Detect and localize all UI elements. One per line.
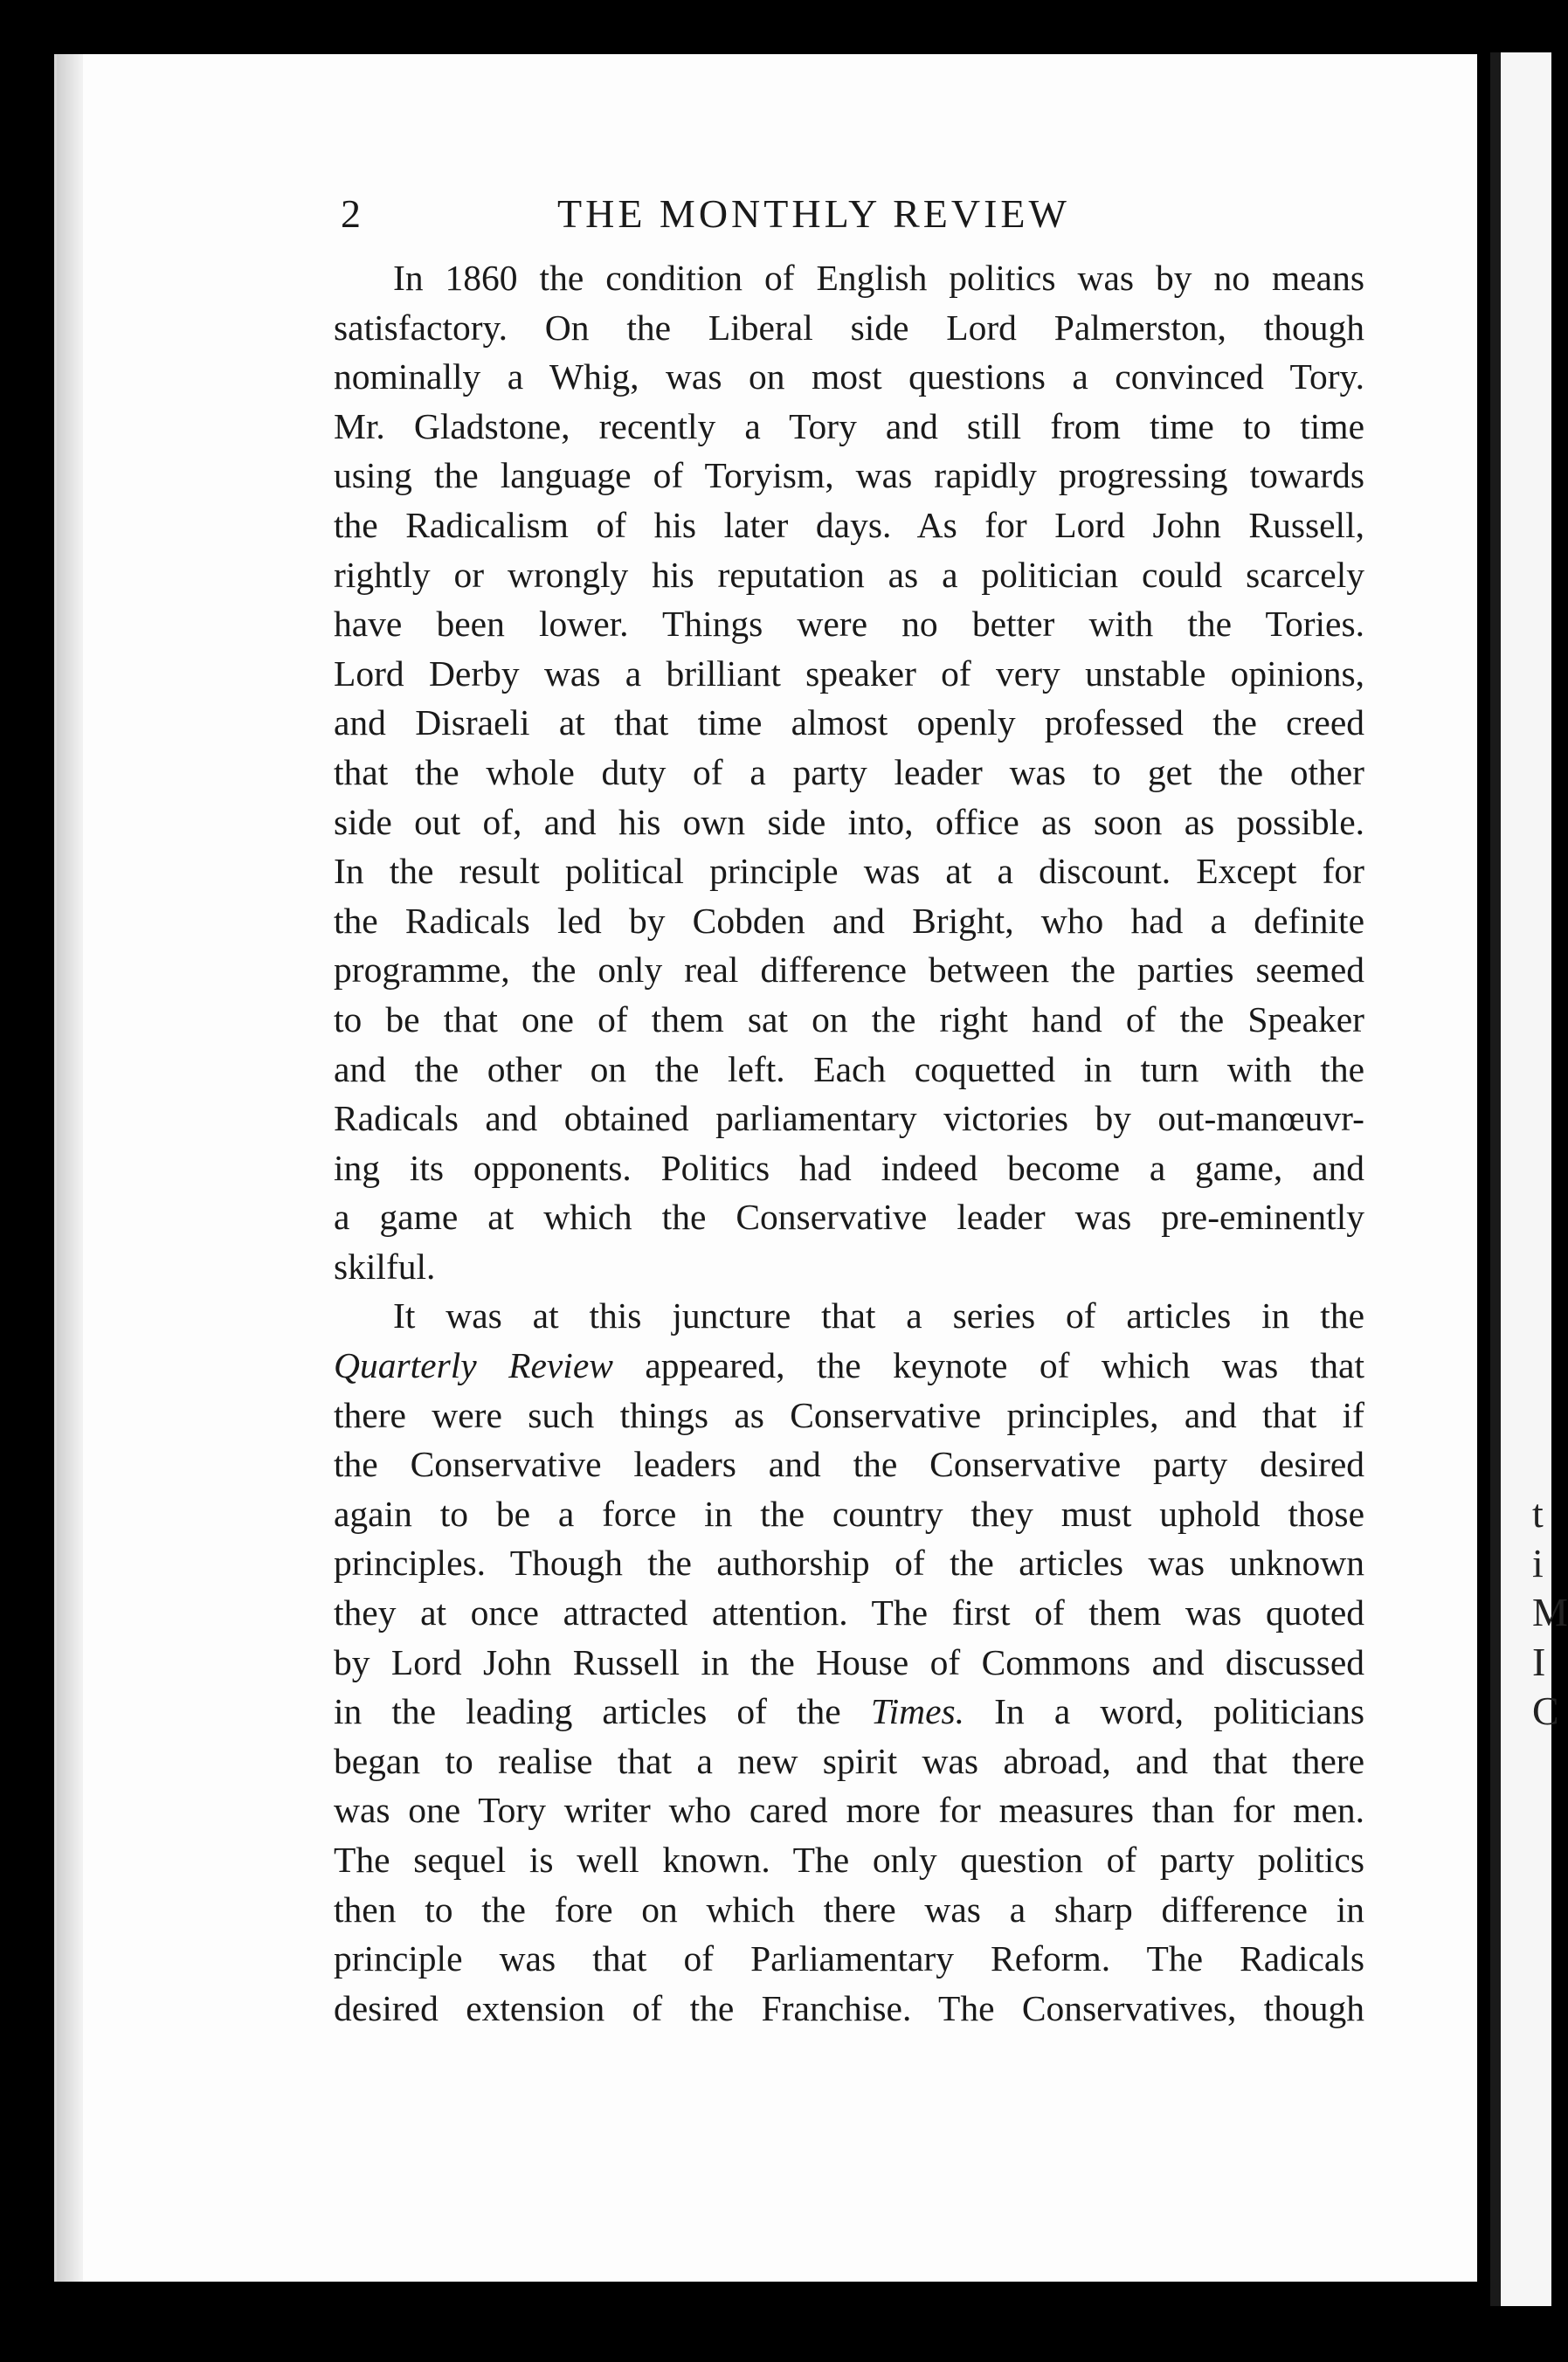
text-line: Mr. Gladstone, recently a Tory and still from time to time (334, 405, 1364, 446)
text-line: to be that one of them sat on the right hand of the Speaker (334, 998, 1364, 1039)
text-line: In the result political principle was at a discount. Except for (334, 851, 1364, 892)
text-line: It was at this juncture that a series of articles in the (393, 1295, 1364, 1336)
text-line: desired extension of the Franchise. The Conservatives, though (334, 1987, 1364, 2028)
text-line: Lord Derby was a brilliant speaker of very unstable opinions, (334, 653, 1364, 694)
text-line: a game at which the Conservative leader was pre-eminently (334, 1197, 1364, 1238)
running-header (341, 190, 1371, 243)
text-line: and the other on the left. Each coquetted in turn with the (334, 1048, 1364, 1089)
text-line: Radicals and obtained parliamentary victories by out-manœuvr- (334, 1098, 1364, 1139)
text-line: the Radicalism of his later days. As for Lord John Russell, (334, 504, 1364, 545)
text-line: In 1860 the condition of English politics was by no means (393, 258, 1364, 298)
text-line: skilful. (334, 1246, 436, 1287)
text-line: using the language of Toryism, was rapidly progressing towards (334, 455, 1364, 496)
text-span: in the leading articles of the (334, 1691, 871, 1732)
text-line: and Disraeli at that time almost openly professed the creed (334, 702, 1364, 743)
page-gutter (1490, 52, 1501, 2306)
page-binding-edge (57, 54, 83, 2282)
paragraph-1 (334, 253, 1364, 1291)
fragment-letter: I (1532, 1639, 1546, 1684)
fragment-letter: M (1532, 1590, 1568, 1634)
text-line: rightly or wrongly his reputation as a politician could scarcely (334, 554, 1364, 595)
fragment-letter: C (1532, 1689, 1559, 1733)
text-line: then to the fore on which there was a sharp difference in (334, 1889, 1364, 1930)
fragment-letter: i (1532, 1540, 1544, 1585)
text-span: appeared, the keynote of which was that (612, 1345, 1364, 1386)
text-line: that the whole duty of a party leader was to get the other (334, 751, 1364, 792)
text-line: The sequel is well known. The only question of party politics (334, 1840, 1364, 1880)
text-line: again to be a force in the country they must uphold those (334, 1493, 1364, 1534)
text-line: have been lower. Things were no better with the Tories. (334, 604, 1364, 645)
paragraph-2 (334, 1291, 1364, 2033)
running-title: THE MONTHLY REVIEW (557, 191, 1070, 236)
body-text (334, 253, 1364, 2033)
text-line: nominally a Whig, was on most questions a convinced Tory. (334, 356, 1364, 397)
page-number: 2 (341, 191, 361, 236)
text-line: began to realise that a new spirit was abroad, and that there (334, 1740, 1364, 1781)
text-line: side out of, and his own side into, office as soon as possible. (334, 801, 1364, 842)
next-page-text-fragment (1532, 1489, 1568, 1737)
text-line: was one Tory writer who cared more for measures than for men. (334, 1790, 1364, 1831)
next-page-sliver (1490, 52, 1568, 2306)
text-line: ing its opponents. Politics had indeed become a game, and (334, 1147, 1364, 1188)
text-line: by Lord John Russell in the House of Commons and discussed (334, 1641, 1364, 1682)
text-line (334, 1341, 1364, 1391)
text-line: they at once attracted attention. The first of them was quoted (334, 1592, 1364, 1633)
text-line (334, 1687, 1364, 1737)
text-line: principle was that of Parliamentary Reform. The Radicals (334, 1938, 1364, 1979)
fragment-letter: t (1532, 1491, 1544, 1536)
italic-title: Quarterly Review (334, 1345, 613, 1386)
text-line: programme, the only real difference between the parties seemed (334, 950, 1364, 991)
italic-title: Times. (870, 1691, 965, 1732)
text-line: the Radicals led by Cobden and Bright, who had a definite (334, 900, 1364, 941)
text-line: satisfactory. On the Liberal side Lord Palmerston, though (334, 307, 1364, 348)
text-span: In a word, politicians (964, 1691, 1365, 1732)
text-line: there were such things as Conservative principles, and that if (334, 1394, 1364, 1435)
text-line: the Conservative leaders and the Conservative party desired (334, 1444, 1364, 1485)
text-line: principles. Though the authorship of the articles was unknown (334, 1543, 1364, 1584)
